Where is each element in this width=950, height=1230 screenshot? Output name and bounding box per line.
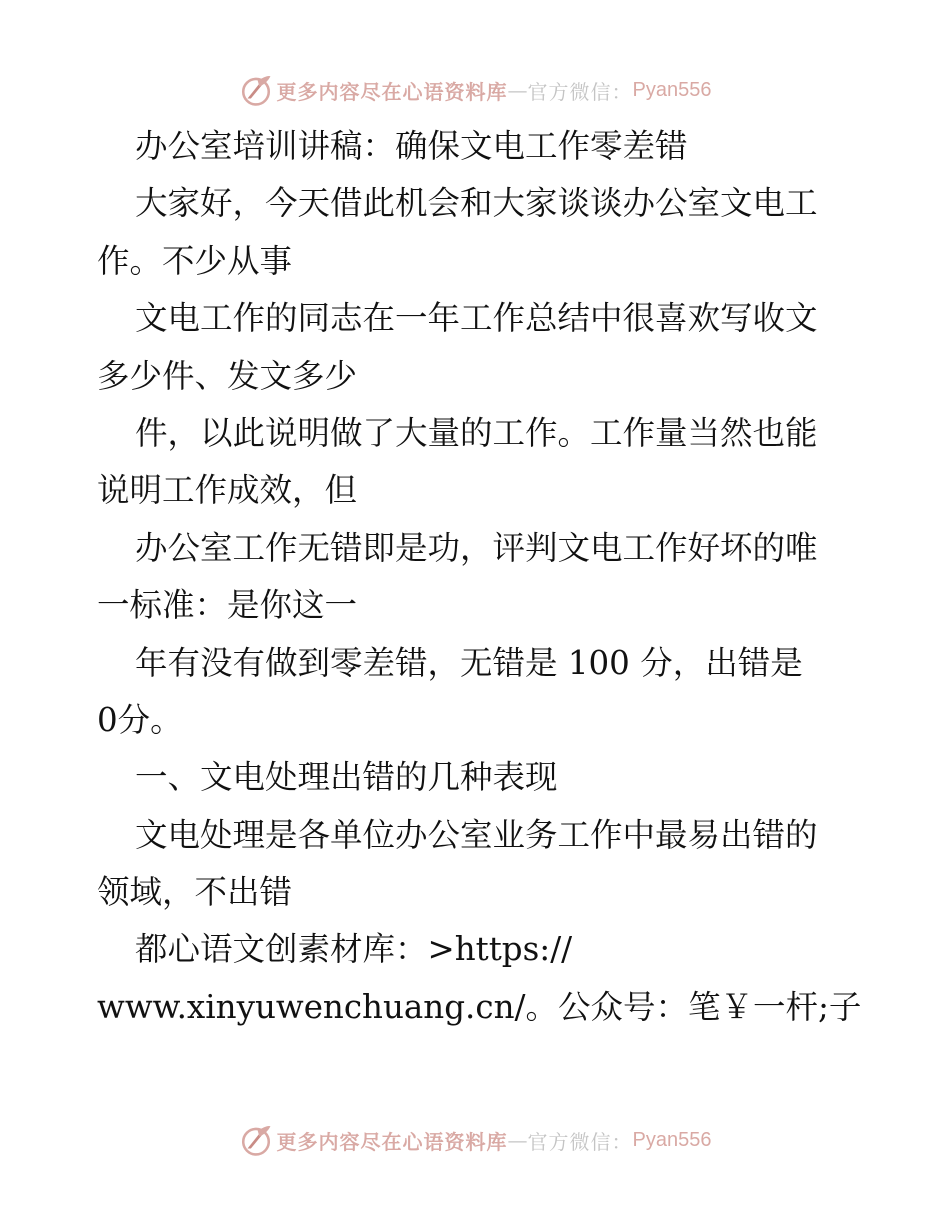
paragraph-line: 件，以此说明做了大量的工作。工作量当然也能 bbox=[135, 413, 818, 452]
banner-separator: — bbox=[507, 78, 528, 102]
document-title: 办公室培训讲稿：确保文电工作零差错 bbox=[135, 127, 688, 165]
paragraph-line: 作。不少从事 bbox=[97, 241, 293, 280]
paragraph-line: www.xinyuwenchuang.cn/。公众号：笔￥一杆;子 bbox=[97, 987, 862, 1026]
banner-wechat-label: 官方微信： bbox=[527, 1129, 633, 1154]
paragraph-line: 大家好，今天借此机会和大家谈谈办公室文电工 bbox=[135, 184, 818, 223]
banner-text: 更多内容尽在心语资料库 bbox=[276, 79, 508, 104]
paragraph-line: 文电工作的同志在一年工作总结中很喜欢写收文 bbox=[135, 299, 818, 338]
paragraph-line: 文电处理是各单位办公室业务工作中最易出错的 bbox=[135, 815, 818, 854]
banner-wechat-label: 官方微信： bbox=[527, 79, 633, 104]
banner-separator: — bbox=[507, 1128, 528, 1152]
feather-pen-logo-icon bbox=[239, 1123, 273, 1157]
paragraph-line: 说明工作成效，但 bbox=[97, 471, 358, 510]
document-body bbox=[97, 118, 862, 1036]
paragraph-line: 办公室工作无错即是功，评判文电工作好坏的唯 bbox=[135, 528, 818, 567]
banner-text: 更多内容尽在心语资料库 bbox=[276, 1129, 508, 1154]
paragraph-line: 0分。 bbox=[97, 700, 183, 739]
footer-banner bbox=[0, 1120, 950, 1160]
feather-pen-logo-icon bbox=[239, 73, 273, 107]
paragraph-line: 多少件、发文多少 bbox=[97, 356, 358, 395]
header-banner bbox=[0, 70, 950, 110]
banner-wechat-id: Pyan556 bbox=[632, 78, 712, 101]
paragraph-line: 领域，不出错 bbox=[97, 873, 293, 912]
section-heading: 一、文电处理出错的几种表现 bbox=[135, 758, 558, 797]
paragraph-line: 都心语文创素材库：>https:// bbox=[135, 930, 573, 969]
paragraph-line: 年有没有做到零差错，无错是 100 分，出错是 bbox=[135, 643, 803, 682]
paragraph-line: 一标准：是你这一 bbox=[97, 586, 358, 625]
banner-wechat-id: Pyan556 bbox=[632, 1128, 712, 1151]
